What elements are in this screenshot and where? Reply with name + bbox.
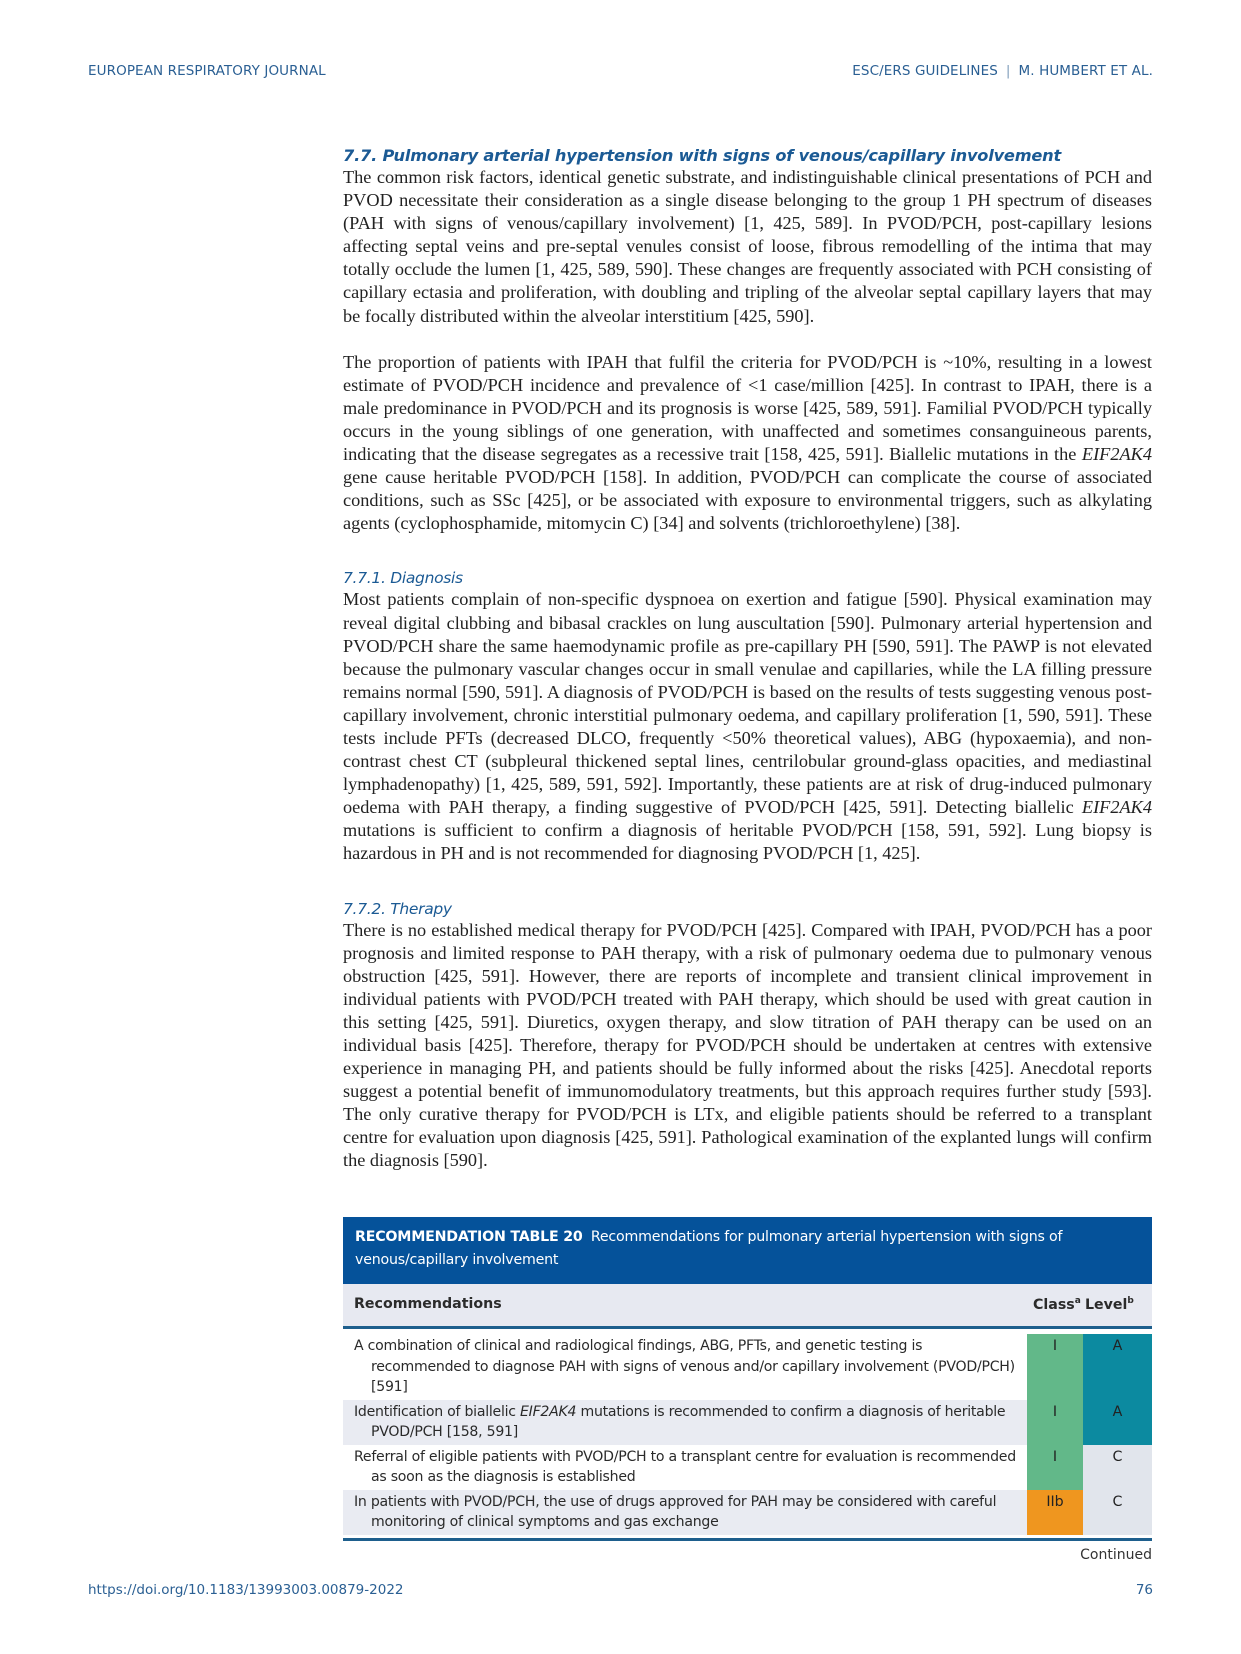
table-title-band <box>343 1217 1152 1284</box>
journal-name: EUROPEAN RESPIRATORY JOURNAL <box>88 63 326 79</box>
subsection-heading-diagnosis: 7.7.1. Diagnosis <box>343 569 463 588</box>
header-separator: | <box>1005 63 1011 79</box>
subsection-heading-therapy: 7.7.2. Therapy <box>343 899 452 918</box>
text-run: Identification of biallelic <box>354 1403 521 1420</box>
recommendation-table <box>343 1217 1152 1563</box>
paragraph: The common risk factors, identical genetic substrate, and indistinguishable clinical presentations of PCH and PVOD necessitate their consideration as a single disease belonging to the group 1 PH spectrum of diseases (PAH with signs of venous/capillary involvement) [1, 425, 589]. In PVOD/PCH, post-capillary lesions affecting septal veins and pre-septal venules consist of loose, fibrous remodelling of the intima that may totally occlude the lumen [1, 425, 589, 590]. These changes are frequently associated with PCH consisting of capillary ectasia and proliferation, with doubling and tripling of the alveolar septal capillary layers that may be focally distributed within the alveolar interstitium [425, 590]. <box>343 167 1152 326</box>
table-column-header <box>343 1284 1152 1329</box>
recommendation-text <box>343 1490 1027 1535</box>
recommendation-text <box>343 1334 1027 1400</box>
running-header <box>88 63 1153 83</box>
text-run: In patients with PVOD/PCH, the use of drugs approved for PAH may be considered with careful monitoring of clinical symptoms and gas exchange <box>354 1493 997 1530</box>
level-cell: C <box>1083 1445 1152 1490</box>
paragraph <box>343 588 1152 865</box>
page-footer <box>88 1582 1153 1602</box>
class-cell: I <box>1027 1334 1083 1400</box>
gene-name: EIF2AK4 <box>1081 797 1152 818</box>
class-cell: I <box>1027 1400 1083 1445</box>
doi-link[interactable]: https://doi.org/10.1183/13993003.00879-2022 <box>88 1582 404 1598</box>
recommendation-text <box>343 1400 1027 1445</box>
gene-name: EIF2AK4 <box>1081 444 1152 465</box>
footnote-marker: a <box>1074 1296 1081 1306</box>
table-title: Recommendations for pulmonary arterial hypertension with signs of venous/capillary involvement <box>355 1229 1063 1268</box>
recommendation-text <box>343 1445 1027 1490</box>
table-label: RECOMMENDATION TABLE 20 <box>355 1229 583 1245</box>
paragraph <box>343 351 1152 536</box>
table-bottom-rule <box>343 1538 1152 1541</box>
table-row <box>343 1490 1152 1535</box>
class-cell: IIb <box>1027 1490 1083 1535</box>
text-run: mutations is sufficient to confirm a diagnosis of heritable PVOD/PCH [158, 591, 592]. Lung biopsy is hazardous in PH and is not recommended for diagnosing PVOD/PCH [1, 425]. <box>343 820 1152 864</box>
level-cell: A <box>1083 1334 1152 1400</box>
continued-label: Continued <box>1080 1546 1152 1563</box>
article-body <box>343 146 1152 1173</box>
guideline-label: ESC/ERS GUIDELINES <box>852 63 998 79</box>
class-label: Class <box>1033 1297 1075 1313</box>
author-label: M. HUMBERT ET AL. <box>1018 63 1153 79</box>
table-row <box>343 1334 1152 1400</box>
text-run: Referral of eligible patients with PVOD/PCH to a transplant centre for evaluation is recommended as soon as the diagnosis is established <box>354 1448 1016 1485</box>
paragraph: There is no established medical therapy for PVOD/PCH [425]. Compared with IPAH, PVOD/PCH has a poor prognosis and limited response to PAH therapy, with a risk of pulmonary oedema due to pulmonary venous obstruction [425, 591]. However, there are reports of incomplete and transient clinical improvement in individual patients with PVOD/PCH treated with PAH therapy, which should be used with great caution in this setting [425, 591]. Diuretics, oxygen therapy, and slow titration of PAH therapy can be used on an individual basis [425]. Therefore, therapy for PVOD/PCH should be undertaken at centres with extensive experience in managing PH, and patients should be fully informed about the risks [425]. Anecdotal reports suggest a potential benefit of immunomodulatory treatments, but this approach requires further study [593]. The only curative therapy for PVOD/PCH is LTx, and eligible patients should be referred to a transplant centre for evaluation upon diagnosis [425, 591]. Pathological examination of the explanted lungs will confirm the diagnosis [590]. <box>343 919 1152 1171</box>
footnote-marker: b <box>1127 1296 1134 1306</box>
level-cell: C <box>1083 1490 1152 1535</box>
text-run: mutations is recommended to confirm a diagnosis of heritable PVOD/PCH [158, 591] <box>371 1403 1006 1440</box>
text-run: A combination of clinical and radiological findings, ABG, PFTs, and genetic testing is recommended to diagnose PAH with signs of venous and/or capillary involvement (PVOD/PCH) [591] <box>354 1338 1015 1395</box>
text-run: gene cause heritable PVOD/PCH [158]. In addition, PVOD/PCH can complicate the course of associated conditions, such as SSc [425], or be associated with exposure to environmental triggers, such as alkylating agents (cyclophosphamide, mitomycin C) [34] and solvents (trichloroethylene) [38]. <box>343 467 1152 534</box>
gene-name: EIF2AK4 <box>520 1403 577 1420</box>
column-header-recommendations: Recommendations <box>354 1296 502 1312</box>
section-heading: 7.7. Pulmonary arterial hypertension with signs of venous/capillary involvement <box>343 146 1062 165</box>
table-row <box>343 1445 1152 1490</box>
text-run: Most patients complain of non-specific dyspnoea on exertion and fatigue [590]. Physical examination may reveal digital clubbing and bibasal crackles on lung auscultation [590]. Pulmonary arterial hypertension and PVOD/PCH share the same haemodynamic profile as pre-capillary PH [590, 591]. The PAWP is not elevated because the pulmonary vascular changes occur in small venulae and capillaries, while the LA filling pressure remains normal [590, 591]. A diagnosis of PVOD/PCH is based on the results of tests suggesting venous post-capillary involvement, chronic interstitial pulmonary oedema, and capillary proliferation [1, 590, 591]. These tests include PFTs (decreased DLCO, frequently <50% theoretical values), ABG (hypoxaemia), and non-contrast chest CT (subpleural thickened septal lines, centrilobular ground-glass opacities, and mediastinal lymphadenopathy) [1, 425, 589, 591, 592]. Importantly, these patients are at risk of drug-induced pulmonary oedema with PAH therapy, a finding suggestive of PVOD/PCH [425, 591]. Detecting biallelic <box>343 589 1152 818</box>
table-row <box>343 1400 1152 1445</box>
column-header-level <box>1085 1296 1134 1313</box>
level-cell: A <box>1083 1400 1152 1445</box>
page-number: 76 <box>1135 1582 1153 1598</box>
level-label: Level <box>1085 1297 1128 1313</box>
column-header-class <box>1033 1296 1081 1313</box>
header-right <box>852 63 1153 79</box>
table-body <box>343 1334 1152 1535</box>
text-run: The proportion of patients with IPAH that fulfil the criteria for PVOD/PCH is ~10%, resulting in a lowest estimate of PVOD/PCH incidence and prevalence of <1 case/million [425]. In contrast to IPAH, there is a male predominance in PVOD/PCH and its prognosis is worse [425, 589, 591]. Familial PVOD/PCH typically occurs in the young siblings of one generation, with unaffected and sometimes consanguineous parents, indicating that the disease segregates as a recessive trait [158, 425, 591]. Biallelic mutations in the <box>343 351 1152 465</box>
class-cell: I <box>1027 1445 1083 1490</box>
